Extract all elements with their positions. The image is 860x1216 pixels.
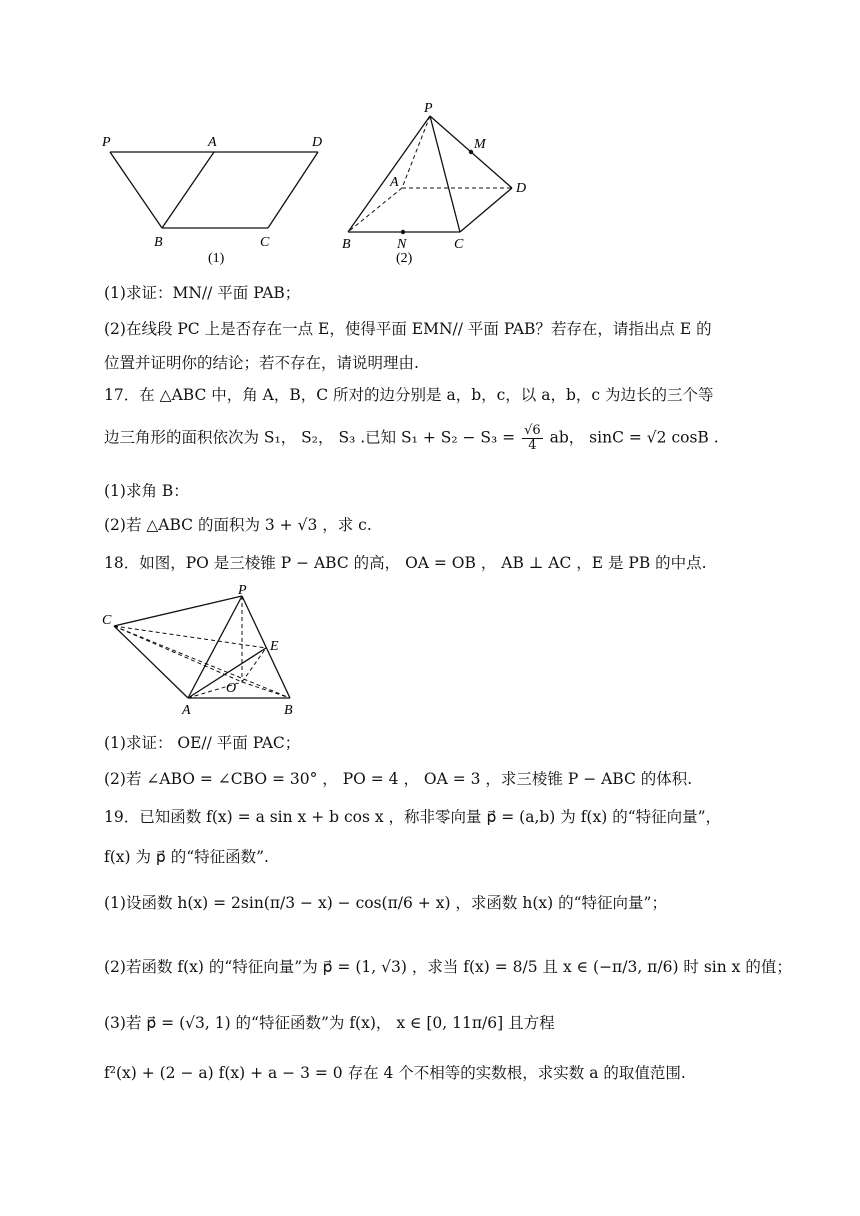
label-O: O	[226, 681, 237, 696]
q17-fraction	[522, 424, 543, 453]
label-P: P	[238, 583, 247, 598]
figure-2-caption: (2)	[396, 251, 413, 266]
figure-1-caption: (1)	[208, 251, 225, 266]
q18-part1: (1)求证： OE// 平面 PAC；	[104, 734, 301, 752]
label-C: C	[102, 613, 112, 628]
label-B: B	[154, 235, 163, 250]
edge-CD	[268, 152, 318, 228]
q19-part1: (1)设函数 h(x) = 2sin(π/3 − x) − cos(π/6 + x) ，求函数 h(x) 的“特征向量”；	[104, 894, 667, 912]
edge-CO-hidden	[114, 626, 242, 682]
q19-stem-line1: 19．已知函数 f(x) = a sin x + b cos x ，称非零向量 p⃗ = (a,b) 为 f(x) 的“特征向量”，	[104, 808, 722, 826]
edge-AB	[162, 152, 214, 228]
figure-3-diagram	[96, 582, 316, 722]
label-C: C	[454, 237, 464, 252]
q18-part2: (2)若 ∠ABO = ∠CBO = 30° ， PO = 4 ， OA = 3 ，求三棱锥 P − ABC 的体积.	[104, 770, 693, 788]
point-M	[469, 150, 473, 154]
q16-part1: (1)求证：MN// 平面 PAB；	[104, 284, 301, 302]
edge-CB-hidden	[114, 626, 290, 698]
q17-stem-text: 边三角形的面积依次为 S₁， S₂， S₃ .已知 S₁ + S₂ − S₃ =	[104, 428, 516, 447]
q17-frac-denominator: 4	[528, 438, 537, 453]
edge-PB	[110, 152, 162, 228]
label-A: A	[208, 135, 217, 150]
label-N: N	[397, 237, 407, 252]
edge-PA-hidden	[402, 116, 430, 188]
edge-CE-hidden	[114, 626, 266, 648]
q17-part2: (2)若 △ABC 的面积为 3 + √3 ，求 c.	[104, 516, 372, 534]
q17-stem-line2	[104, 424, 719, 453]
q16-part2-line1: (2)在线段 PC 上是否存在一点 E，使得平面 EMN// 平面 PAB？若存在，请指出点 E 的	[104, 320, 712, 338]
q19-stem-line2: f(x) 为 p⃗ 的“特征函数”.	[104, 848, 269, 866]
q17-stem-line1: 17．在 △ABC 中，角 A，B，C 所对的边分别是 a，b，c，以 a，b，c 为边长的三个等	[104, 386, 714, 404]
q17-stem-text-end: ab， sinC = √2 cosB .	[549, 428, 719, 447]
q19-part2: (2)若函数 f(x) 的“特征向量”为 p⃗ = (1, √3) ，求当 f(x) = 8/5 且 x ∈ (−π/3, π/6) 时 sin x 的值；	[104, 958, 792, 976]
edge-PB	[348, 116, 430, 232]
edge-OE-hidden	[242, 648, 266, 682]
label-C: C	[260, 235, 270, 250]
edge-OB-hidden	[242, 682, 290, 698]
figure-1-diagram	[96, 128, 336, 268]
figure-2-diagram	[336, 100, 546, 270]
label-B: B	[342, 237, 351, 252]
q19-part3-line2: f²(x) + (2 − a) f(x) + a − 3 = 0 存在 4 个不相等的实数根，求实数 a 的取值范围.	[104, 1064, 686, 1082]
edge-PB	[242, 596, 290, 698]
q17-frac-numerator: √6	[524, 423, 541, 438]
q19-part3-line1: (3)若 p⃗ = (√3, 1) 的“特征函数”为 f(x)， x ∈ [0, 11π/6] 且方程	[104, 1014, 555, 1032]
edge-PC	[430, 116, 460, 232]
label-P: P	[102, 135, 111, 150]
edge-CD	[460, 188, 512, 232]
q18-stem: 18．如图，PO 是三棱锥 P − ABC 的高， OA = OB ， AB ⊥ AC ，E 是 PB 的中点.	[104, 554, 707, 572]
q16-part2-line2: 位置并证明你的结论；若不存在，请说明理由.	[104, 354, 419, 372]
label-A: A	[390, 175, 399, 190]
q17-part1: (1)求角 B：	[104, 482, 189, 500]
edge-CA	[114, 626, 188, 698]
label-D: D	[516, 181, 527, 196]
edge-CP	[114, 596, 242, 626]
label-E: E	[270, 639, 279, 654]
label-A: A	[182, 703, 191, 718]
label-B: B	[284, 703, 293, 718]
point-N	[401, 230, 405, 234]
label-M: M	[474, 137, 486, 152]
label-P: P	[424, 101, 433, 116]
label-D: D	[312, 135, 323, 150]
